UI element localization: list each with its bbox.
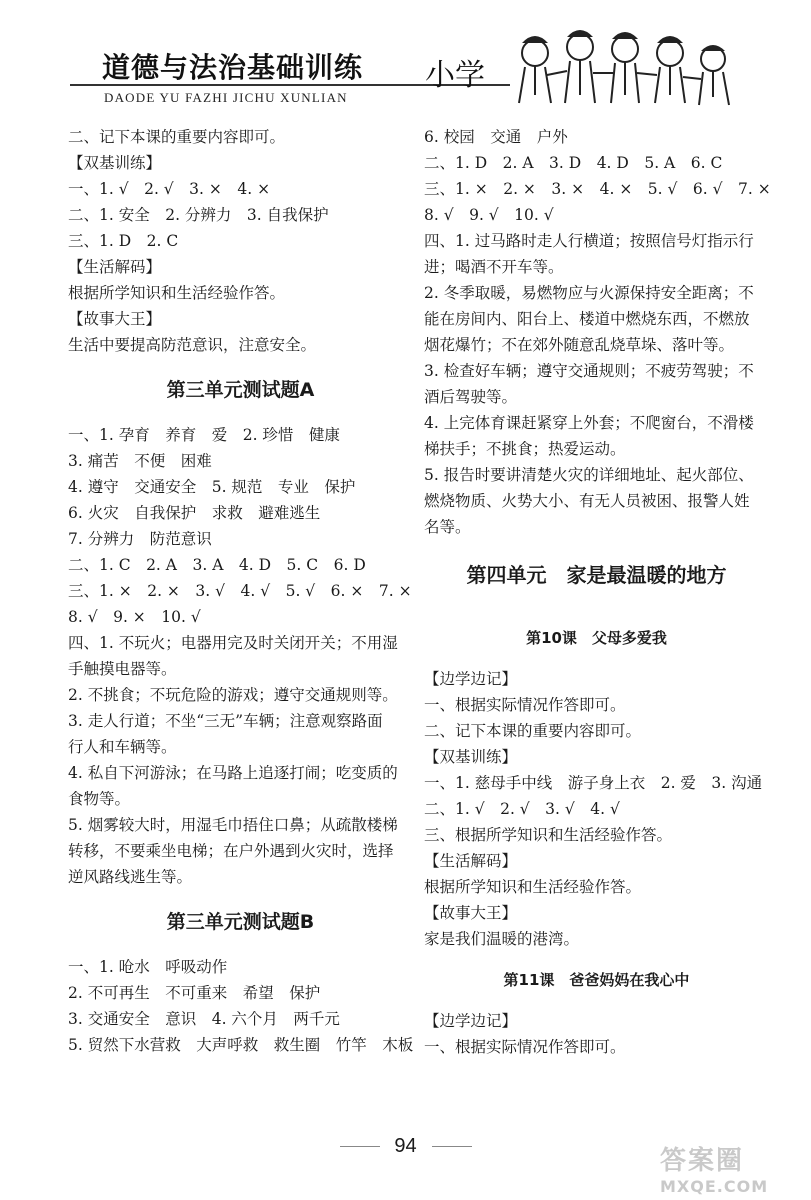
answer-line: 梯扶手；不挑食；热爱运动。 [424, 440, 626, 458]
answer-line: 6. 火灾 自我保护 求救 避难逃生 [68, 504, 321, 522]
answer-line: 进；喝酒不开车等。 [424, 258, 564, 276]
answer-line: 烟花爆竹；不在郊外随意乱烧草垛、落叶等。 [424, 336, 735, 354]
answer-line: 家是我们温暖的港湾。 [424, 930, 580, 948]
right-column [424, 124, 769, 1060]
answer-line: 酒后驾驶等。 [424, 388, 518, 406]
section-heading: 第三单元测试题B [166, 911, 315, 933]
answer-line: 4. 上完体育课赶紧穿上外套；不爬窗台，不滑楼 [424, 414, 754, 432]
answer-line: 三、根据所学知识和生活经验作答。 [424, 826, 673, 844]
answer-line: 3. 交通安全 意识 4. 六个月 两千元 [68, 1010, 340, 1028]
answer-line: 二、1. √ 2. √ 3. √ 4. √ [424, 800, 620, 818]
answer-line: 一、1. 孕育 养育 爱 2. 珍惜 健康 [68, 426, 340, 444]
answer-line: 【边学边记】 [424, 670, 518, 688]
answer-line: 二、1. 安全 2. 分辨力 3. 自我保护 [68, 206, 329, 224]
answer-line: 转移，不要乘坐电梯；在户外遇到火灾时，选择 [68, 842, 394, 860]
answer-line: 三、1. × 2. × 3. × 4. × 5. √ 6. √ 7. × [424, 180, 771, 198]
answer-line: 行人和车辆等。 [68, 738, 177, 756]
answer-line: 根据所学知识和生活经验作答。 [424, 878, 642, 896]
answer-line: 能在房间内、阳台上、楼道中燃烧东西，不燃放 [424, 310, 750, 328]
answer-line: 根据所学知识和生活经验作答。 [68, 284, 286, 302]
answer-line: 逆风路线逃生等。 [68, 868, 193, 886]
book-title: 道德与法治基础训练 [102, 51, 364, 84]
lesson-heading: 第10课 父母多爱我 [526, 629, 667, 647]
answer-line: 4. 私自下河游泳；在马路上追逐打闹；吃变质的 [68, 764, 398, 782]
left-column [68, 124, 413, 1058]
answer-line: 8. √ 9. √ 10. √ [424, 206, 554, 224]
book-subtitle: DAODE YU FAZHI JICHU XUNLIAN [104, 90, 348, 105]
page-header [0, 0, 811, 110]
answer-line: 【生活解码】 [424, 852, 518, 870]
answer-line: 3. 检查好车辆；遵守交通规则；不疲劳驾驶；不 [424, 362, 754, 380]
answer-line: 三、1. × 2. × 3. √ 4. √ 5. √ 6. × 7. × [68, 582, 412, 600]
answer-line: 二、记下本课的重要内容即可。 [68, 128, 286, 146]
answer-line: 3. 痛苦 不便 困难 [68, 452, 212, 470]
answer-line: 生活中要提高防范意识，注意安全。 [68, 336, 317, 354]
grade-label: 小学 [425, 58, 485, 93]
answer-line: 食物等。 [68, 790, 131, 808]
children-illustration [505, 25, 745, 110]
answer-line: 4. 遵守 交通安全 5. 规范 专业 保护 [68, 478, 356, 496]
answer-line: 【生活解码】 [68, 258, 162, 276]
answer-line: 8. √ 9. × 10. √ [68, 608, 201, 626]
page-number-ornament-right [432, 1146, 472, 1147]
lesson-heading: 第11课 爸爸妈妈在我心中 [503, 971, 690, 989]
answer-line: 6. 校园 交通 户外 [424, 128, 568, 146]
answer-line: 5. 贸然下水营救 大声呼救 救生圈 竹竿 木板 [68, 1036, 414, 1054]
answer-line: 三、1. D 2. C [68, 232, 179, 250]
answer-line: 二、1. C 2. A 3. A 4. D 5. C 6. D [68, 556, 366, 574]
answer-line: 3. 走人行道；不坐“三无”车辆；注意观察路面 [68, 712, 383, 730]
answer-line: 【边学边记】 [424, 1012, 518, 1030]
answer-line: 7. 分辨力 防范意识 [68, 530, 212, 548]
answer-line: 【双基训练】 [68, 154, 162, 172]
answer-line: 【故事大王】 [424, 904, 518, 922]
unit-heading: 第四单元 家是最温暖的地方 [466, 563, 727, 587]
answer-line: 一、根据实际情况作答即可。 [424, 696, 626, 714]
watermark-logo: 答案圈 [660, 1146, 745, 1176]
watermark [660, 1140, 805, 1198]
answer-line: 2. 不挑食；不玩危险的游戏；遵守交通规则等。 [68, 686, 398, 704]
answer-line: 一、根据实际情况作答即可。 [424, 1038, 626, 1056]
answer-line: 二、1. D 2. A 3. D 4. D 5. A 6. C [424, 154, 723, 172]
answer-line: 【双基训练】 [424, 748, 518, 766]
section-heading: 第三单元测试题A [166, 379, 315, 401]
answer-line: 一、1. √ 2. √ 3. × 4. × [68, 180, 271, 198]
answer-line: 【故事大王】 [68, 310, 162, 328]
watermark-url: MXQE.COM [660, 1177, 769, 1196]
page-number: 94 [394, 1135, 417, 1157]
answer-line: 名等。 [424, 518, 471, 536]
answer-line: 2. 冬季取暖，易燃物应与火源保持安全距离；不 [424, 284, 754, 302]
answer-line: 二、记下本课的重要内容即可。 [424, 722, 642, 740]
answer-line: 一、1. 慈母手中线 游子身上衣 2. 爱 3. 沟通 [424, 774, 763, 792]
answer-line: 5. 报告时要讲清楚火灾的详细地址、起火部位、 [424, 466, 754, 484]
answer-line: 2. 不可再生 不可重来 希望 保护 [68, 984, 321, 1002]
answer-line: 四、1. 不玩火；电器用完及时关闭开关；不用湿 [68, 634, 398, 652]
answer-line: 手触摸电器等。 [68, 660, 177, 678]
answer-line: 燃烧物质、火势大小、有无人员被困、报警人姓 [424, 492, 750, 510]
answer-line: 一、1. 呛水 呼吸动作 [68, 958, 228, 976]
answer-line: 5. 烟雾较大时，用湿毛巾捂住口鼻；从疏散楼梯 [68, 816, 398, 834]
answer-line: 四、1. 过马路时走人行横道；按照信号灯指示行 [424, 232, 754, 250]
